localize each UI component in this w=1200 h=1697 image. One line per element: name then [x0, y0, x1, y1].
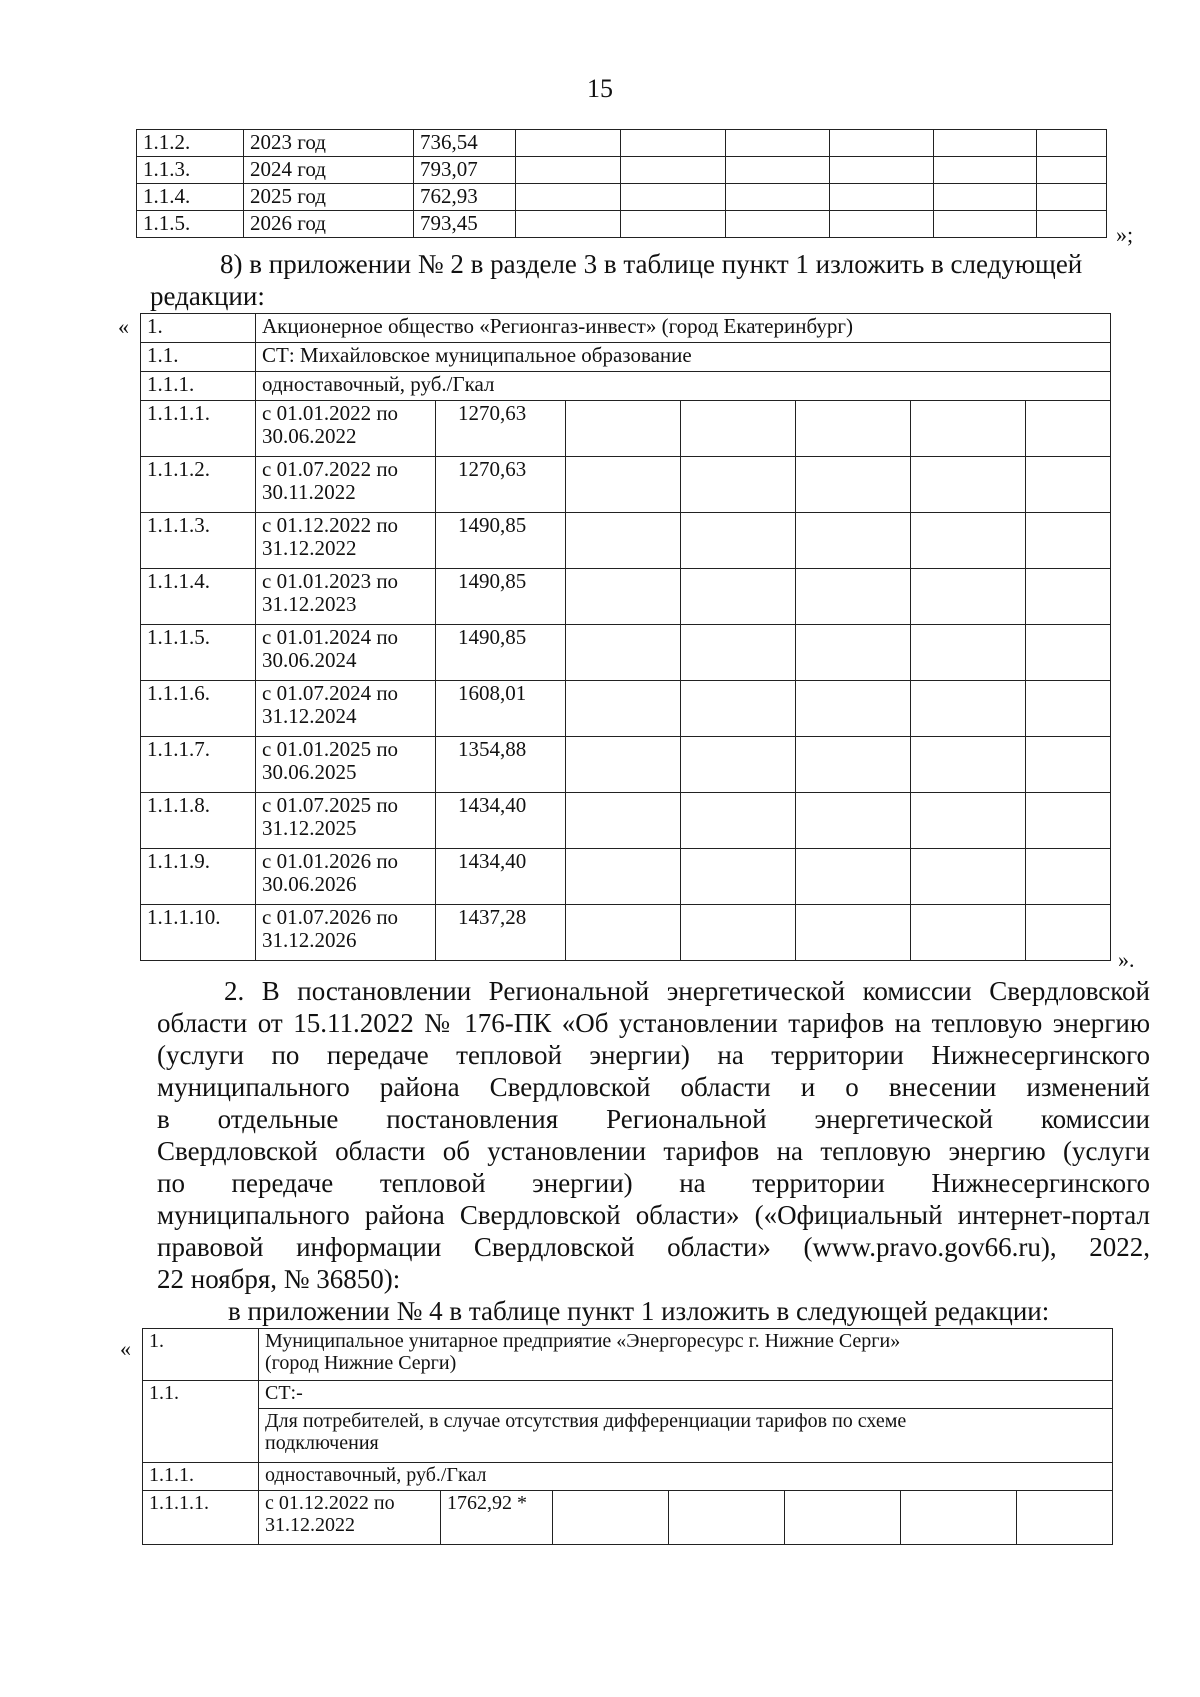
row-value: 1490,85	[436, 569, 566, 625]
tariff-table-continuation	[136, 129, 1107, 238]
empty-cell	[911, 457, 1026, 513]
tariff-table-regiongaz	[140, 313, 1111, 961]
empty-cell	[911, 737, 1026, 793]
row-number: 1.1.1.	[143, 1463, 259, 1491]
row-number: 1.1.5.	[137, 211, 244, 238]
row-period	[256, 513, 436, 569]
row-value: 793,45	[414, 211, 516, 238]
empty-cell	[796, 793, 911, 849]
table-row	[143, 1491, 1113, 1545]
empty-cell	[516, 184, 621, 211]
period-end: 31.12.2026	[262, 928, 357, 953]
empty-cell	[796, 905, 911, 961]
row-period	[256, 681, 436, 737]
empty-cell	[796, 681, 911, 737]
empty-cell	[516, 211, 621, 238]
empty-cell	[566, 513, 681, 569]
paragraph-2-line: 2. В постановлении Региональной энергетической комиссии Свердловской	[224, 976, 1150, 1006]
closing-quote: ».	[1118, 947, 1135, 972]
empty-cell	[934, 211, 1037, 238]
table-row	[143, 1381, 1113, 1409]
empty-cell	[553, 1491, 669, 1545]
empty-cell	[911, 793, 1026, 849]
row-period: 2025 год	[244, 184, 414, 211]
empty-cell	[1026, 793, 1111, 849]
empty-cell	[1026, 905, 1111, 961]
row-period	[256, 569, 436, 625]
row-number: 1.1.1.6.	[141, 681, 256, 737]
row-period: 2024 год	[244, 157, 414, 184]
table-row	[141, 513, 1111, 569]
period-end: 30.06.2026	[262, 872, 357, 897]
row-value: 1490,85	[436, 513, 566, 569]
table-row	[141, 457, 1111, 513]
tariff-type: одноставочный, руб./Гкал	[259, 1463, 1113, 1491]
row-period	[256, 737, 436, 793]
row-number: 1.1.1.9.	[141, 849, 256, 905]
row-period	[256, 625, 436, 681]
empty-cell	[934, 130, 1037, 157]
empty-cell	[785, 1491, 901, 1545]
row-period: 2023 год	[244, 130, 414, 157]
empty-cell	[796, 401, 911, 457]
row-value: 1434,40	[436, 793, 566, 849]
empty-cell	[901, 1491, 1017, 1545]
empty-cell	[681, 513, 796, 569]
organization-city: (город Нижние Серги)	[265, 1352, 457, 1374]
empty-cell	[516, 157, 621, 184]
empty-cell	[911, 513, 1026, 569]
empty-cell	[621, 184, 726, 211]
empty-cell	[934, 184, 1037, 211]
row-number: 1.1.1.1.	[141, 401, 256, 457]
row-number: 1.1.1.8.	[141, 793, 256, 849]
empty-cell	[1026, 513, 1111, 569]
empty-cell	[621, 157, 726, 184]
paragraph-2-line: по передаче тепловой энергии) на территории Нижнесергинского	[157, 1168, 1150, 1198]
row-value: 762,93	[414, 184, 516, 211]
period-end: 30.11.2022	[262, 480, 356, 505]
empty-cell	[1026, 401, 1111, 457]
row-number: 1.1.1.5.	[141, 625, 256, 681]
row-number: 1.1.	[141, 343, 256, 372]
empty-cell	[796, 849, 911, 905]
paragraph-2-line: правовой информации Свердловской области» (www.pravo.gov66.ru), 2022,	[157, 1232, 1150, 1262]
empty-cell	[1037, 130, 1107, 157]
period-start: с 01.12.2022 по	[265, 1492, 395, 1514]
page-number: 15	[587, 74, 613, 103]
row-period	[259, 1491, 441, 1545]
empty-cell	[681, 569, 796, 625]
empty-cell	[796, 569, 911, 625]
consumer-note-line: подключения	[265, 1432, 379, 1454]
row-period	[256, 457, 436, 513]
row-value: 1437,28	[436, 905, 566, 961]
period-start: с 01.12.2022 по	[262, 513, 399, 537]
table-row	[141, 569, 1111, 625]
period-start: с 01.01.2026 по	[262, 849, 399, 873]
closing-quote: »;	[1116, 222, 1134, 247]
table-row	[143, 1329, 1113, 1381]
table-row	[141, 314, 1111, 343]
table-row	[141, 625, 1111, 681]
empty-cell	[1037, 211, 1107, 238]
table-row	[141, 793, 1111, 849]
empty-cell	[796, 625, 911, 681]
empty-cell	[681, 457, 796, 513]
period-start: с 01.01.2025 по	[262, 737, 399, 761]
period-start: с 01.01.2022 по	[262, 401, 399, 425]
paragraph-2-instruction: в приложении № 4 в таблице пункт 1 изложить в следующей редакции:	[228, 1296, 1050, 1326]
row-value: 736,54	[414, 130, 516, 157]
empty-cell	[911, 569, 1026, 625]
empty-cell	[566, 569, 681, 625]
row-period	[256, 793, 436, 849]
table-row	[143, 1463, 1113, 1491]
empty-cell	[681, 793, 796, 849]
empty-cell	[726, 157, 830, 184]
empty-cell	[566, 457, 681, 513]
row-period	[256, 849, 436, 905]
table-row	[137, 157, 1107, 184]
empty-cell	[1026, 737, 1111, 793]
row-number: 1.1.4.	[137, 184, 244, 211]
period-start: с 01.07.2026 по	[262, 905, 399, 929]
row-number: 1.1.1.2.	[141, 457, 256, 513]
period-end: 31.12.2025	[262, 816, 357, 841]
table-row	[141, 681, 1111, 737]
empty-cell	[1026, 849, 1111, 905]
row-number: 1.1.1.4.	[141, 569, 256, 625]
row-number: 1.1.1.10.	[141, 905, 256, 961]
heat-system-name: СТ:-	[259, 1381, 1113, 1409]
empty-cell	[830, 211, 934, 238]
heat-system-name: СТ: Михайловское муниципальное образование	[256, 343, 1111, 372]
paragraph-2-line: области от 15.11.2022 № 176-ПК «Об установлении тарифов на тепловую энергию	[157, 1008, 1150, 1038]
organization-name	[259, 1329, 1113, 1381]
consumer-note	[259, 1409, 1113, 1463]
empty-cell	[796, 457, 911, 513]
period-end: 30.06.2022	[262, 424, 357, 449]
empty-cell	[681, 681, 796, 737]
paragraph-2-line: (услуги по передаче тепловой энергии) на территории Нижнесергинского	[157, 1040, 1150, 1070]
row-number: 1.1.3.	[137, 157, 244, 184]
empty-cell	[669, 1491, 785, 1545]
empty-cell	[830, 130, 934, 157]
row-value: 1434,40	[436, 849, 566, 905]
table-row	[141, 401, 1111, 457]
tariff-type: одноставочный, руб./Гкал	[256, 372, 1111, 401]
empty-cell	[1017, 1491, 1113, 1545]
empty-cell	[566, 849, 681, 905]
empty-cell	[516, 130, 621, 157]
row-number: 1.1.1.	[141, 372, 256, 401]
row-number: 1.1.1.1.	[143, 1491, 259, 1545]
row-period	[256, 905, 436, 961]
empty-cell	[681, 737, 796, 793]
empty-cell	[1026, 681, 1111, 737]
table-row	[141, 343, 1111, 372]
row-number: 1.1.1.7.	[141, 737, 256, 793]
empty-cell	[1026, 457, 1111, 513]
empty-cell	[566, 625, 681, 681]
empty-cell	[1026, 625, 1111, 681]
paragraph-2-line: в отдельные постановления Региональной энергетической комиссии	[157, 1104, 1150, 1134]
period-start: с 01.01.2024 по	[262, 625, 399, 649]
item-8-text: 8) в приложении № 2 в разделе 3 в таблице пункт 1 изложить в следующей	[220, 249, 1083, 279]
row-value: 1354,88	[436, 737, 566, 793]
consumer-note-line: Для потребителей, в случае отсутствия дифференциации тарифов по схеме	[265, 1410, 907, 1432]
table-row	[141, 905, 1111, 961]
row-value: 1270,63	[436, 401, 566, 457]
tariff-table-energoresurs	[142, 1328, 1113, 1545]
paragraph-2-line: 22 ноября, № 36850):	[157, 1264, 401, 1294]
row-value: 1270,63	[436, 457, 566, 513]
paragraph-2-line: Свердловской области об установлении тарифов на тепловую энергию (услуги	[157, 1136, 1150, 1166]
row-number: 1.1.2.	[137, 130, 244, 157]
empty-cell	[726, 130, 830, 157]
row-number: 1.	[141, 314, 256, 343]
empty-cell	[1037, 184, 1107, 211]
table-row	[137, 130, 1107, 157]
empty-cell	[681, 905, 796, 961]
empty-cell	[911, 625, 1026, 681]
row-value: 793,07	[414, 157, 516, 184]
opening-quote: «	[120, 1336, 131, 1361]
empty-cell	[566, 401, 681, 457]
period-end: 31.12.2022	[265, 1514, 355, 1536]
table-row	[137, 184, 1107, 211]
period-end: 30.06.2024	[262, 648, 357, 673]
empty-cell	[911, 905, 1026, 961]
empty-cell	[726, 211, 830, 238]
row-period: 2026 год	[244, 211, 414, 238]
table-row	[141, 849, 1111, 905]
empty-cell	[1026, 569, 1111, 625]
row-period	[256, 401, 436, 457]
period-start: с 01.07.2022 по	[262, 457, 399, 481]
table-row	[141, 372, 1111, 401]
period-start: с 01.07.2024 по	[262, 681, 399, 705]
period-end: 30.06.2025	[262, 760, 357, 785]
empty-cell	[621, 130, 726, 157]
empty-cell	[566, 737, 681, 793]
empty-cell	[934, 157, 1037, 184]
empty-cell	[911, 681, 1026, 737]
table-row	[143, 1409, 1113, 1463]
row-value: 1762,92 *	[441, 1491, 553, 1545]
empty-cell	[681, 401, 796, 457]
paragraph-2-line: муниципального района Свердловской области» («Официальный интернет-портал	[157, 1200, 1150, 1230]
organization-name-line: Муниципальное унитарное предприятие «Энергоресурс г. Нижние Серги»	[265, 1330, 901, 1352]
empty-cell	[681, 625, 796, 681]
paragraph-2-line: муниципального района Свердловской области и о внесении изменений	[157, 1072, 1150, 1102]
empty-cell	[681, 849, 796, 905]
row-number: 1.1.1.3.	[141, 513, 256, 569]
empty-cell	[796, 737, 911, 793]
table-row	[141, 737, 1111, 793]
row-number: 1.	[143, 1329, 259, 1381]
period-end: 31.12.2022	[262, 536, 357, 561]
empty-cell	[830, 184, 934, 211]
row-number: 1.1.	[143, 1381, 259, 1463]
empty-cell	[911, 401, 1026, 457]
period-end: 31.12.2024	[262, 704, 357, 729]
period-start: с 01.01.2023 по	[262, 569, 399, 593]
period-start: с 01.07.2025 по	[262, 793, 399, 817]
opening-quote: «	[118, 314, 129, 339]
empty-cell	[796, 513, 911, 569]
row-value: 1490,85	[436, 625, 566, 681]
empty-cell	[911, 849, 1026, 905]
table-row	[137, 211, 1107, 238]
empty-cell	[566, 681, 681, 737]
empty-cell	[1037, 157, 1107, 184]
item-8-continuation: редакции:	[150, 281, 265, 311]
empty-cell	[566, 905, 681, 961]
empty-cell	[566, 793, 681, 849]
empty-cell	[621, 211, 726, 238]
empty-cell	[830, 157, 934, 184]
row-value: 1608,01	[436, 681, 566, 737]
period-end: 31.12.2023	[262, 592, 357, 617]
empty-cell	[726, 184, 830, 211]
organization-name: Акционерное общество «Регионгаз-инвест» (город Екатеринбург)	[256, 314, 1111, 343]
